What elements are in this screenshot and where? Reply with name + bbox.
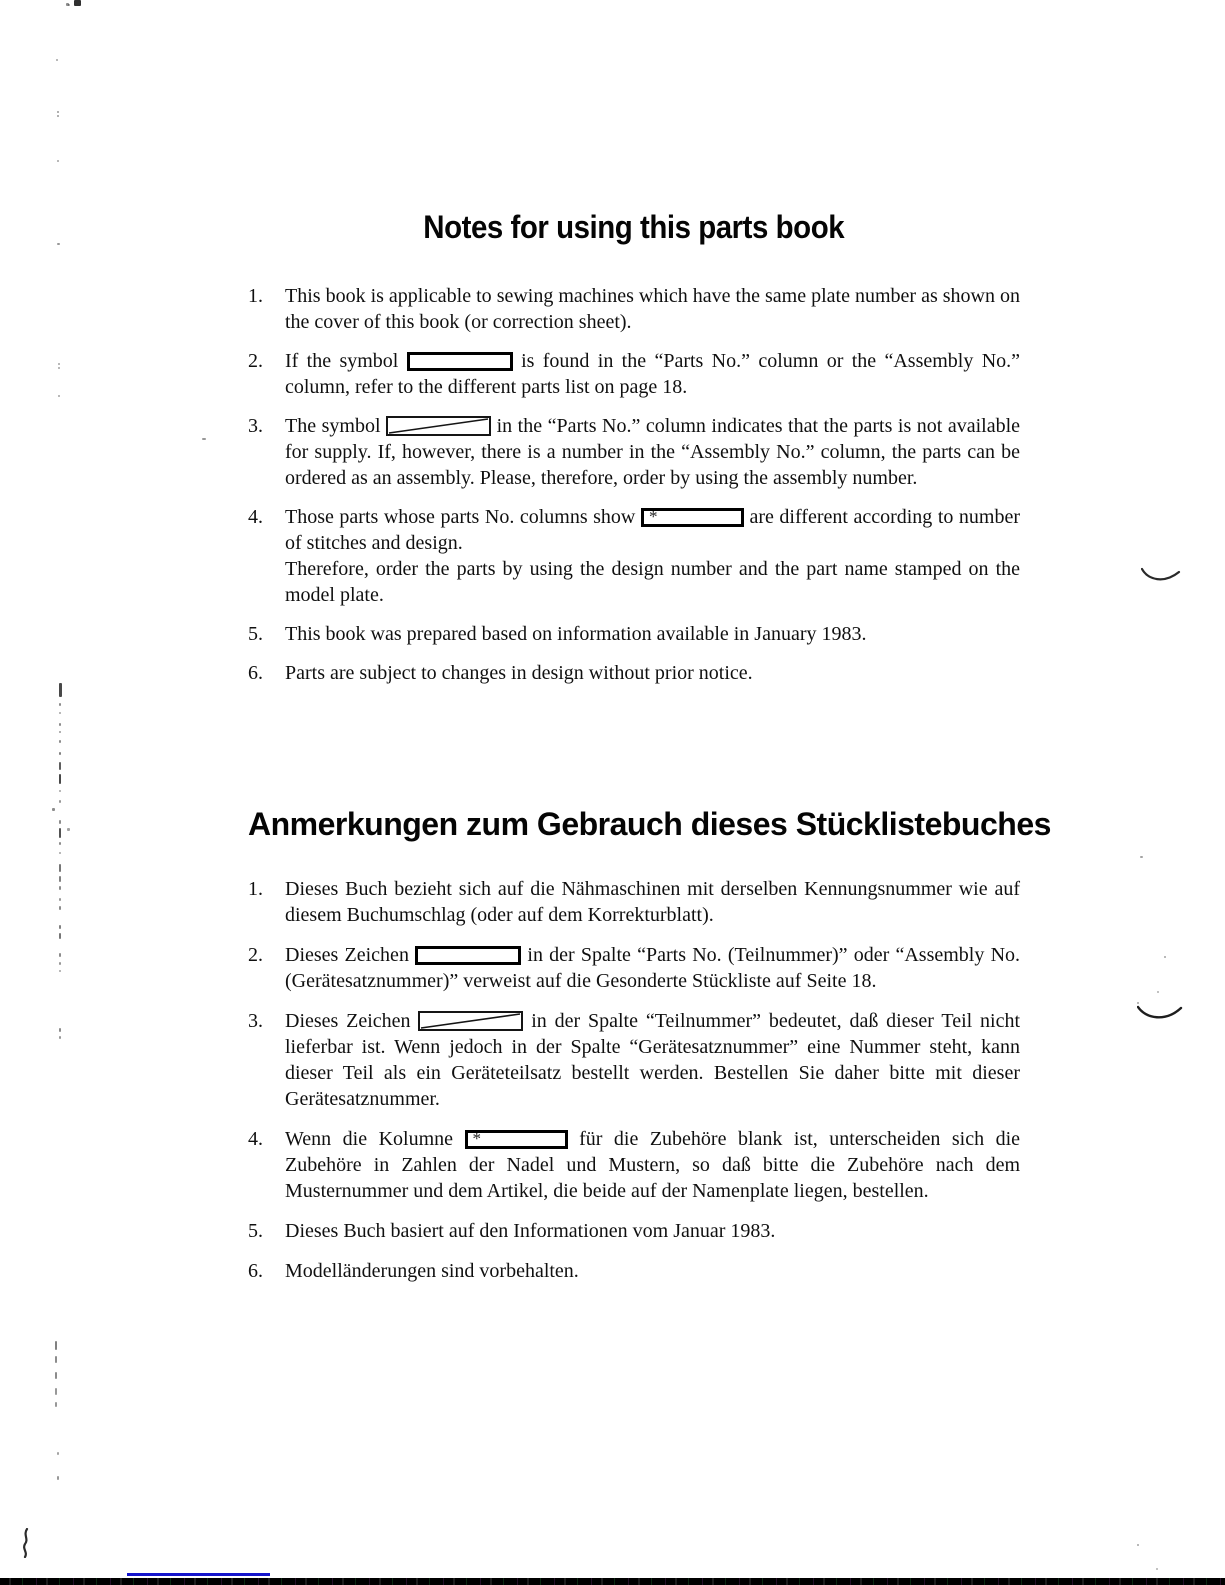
scan-speck [59, 898, 61, 901]
scan-speck [58, 363, 60, 365]
scan-speck [59, 970, 61, 972]
scan-speck [59, 740, 61, 743]
asterisk-glyph: * [472, 1129, 482, 1148]
scan-speck [55, 1388, 57, 1395]
note-number: 2. [248, 944, 263, 966]
scan-speck [1137, 1544, 1139, 1546]
note-number: 3. [248, 415, 263, 437]
note-number: 5. [248, 623, 263, 645]
scan-speck [59, 762, 61, 770]
scan-speck [59, 886, 61, 890]
asterisk-box-symbol [641, 508, 744, 527]
scan-speck [1164, 956, 1166, 958]
scan-speck [59, 828, 61, 838]
scan-speck [1157, 991, 1159, 993]
scan-speck [59, 731, 61, 733]
note-number: 1. [248, 285, 263, 307]
note-text: This book is applicable to sewing machines which have the same plate number as shown on the cover of this book (or correction sheet). [285, 285, 1020, 333]
scan-speck [59, 852, 61, 854]
scan-speck [59, 752, 61, 755]
not-available-box-symbol [418, 1011, 523, 1031]
note-item [248, 348, 1020, 400]
pen-arc-mark-top [1141, 565, 1181, 587]
scan-speck [59, 723, 61, 726]
scan-bottom-edge-artifact [0, 1578, 1225, 1585]
empty-box-symbol [407, 352, 513, 371]
note-item [248, 1218, 1020, 1244]
scan-speck [52, 808, 55, 811]
scan-speck [56, 59, 58, 61]
german-section-title [248, 806, 1051, 843]
scan-speck [57, 243, 60, 245]
scan-speck [59, 933, 61, 939]
note-text: The symbol in the “Parts No.” column indicates that the parts is not available for supply. If, however, there is a number in the “Assembly No.” column, the parts can be ordered as an assembly. Please, therefore, order by using the assembly number. [285, 415, 1021, 489]
scan-speck [67, 828, 70, 831]
scan-speck [57, 1452, 59, 1455]
note-number: 4. [248, 1128, 263, 1150]
note-item [248, 876, 1020, 928]
scan-speck [59, 953, 61, 957]
scan-speck [1140, 856, 1143, 858]
notes-list-english [248, 283, 1020, 686]
note-item [248, 942, 1020, 994]
empty-box-symbol [415, 946, 521, 965]
note-item [248, 660, 1020, 686]
note-text: Parts are subject to changes in design without prior notice. [285, 662, 753, 684]
scan-speck [57, 115, 59, 117]
not-available-box-symbol [386, 416, 491, 436]
blue-pen-underline [127, 1573, 270, 1576]
scan-speck [59, 906, 61, 910]
asterisk-glyph: * [648, 507, 658, 526]
note-text: Dieses Zeichen in der Spalte “Parts No. (Teilnummer)” oder “Assembly No. (Gerätesatznummer)” verweist auf die Gesonderte Stückliste auf Seite 18. [285, 944, 1021, 992]
scan-speck [59, 790, 61, 792]
scan-speck [57, 111, 59, 113]
scan-speck [59, 876, 61, 882]
pen-arc-mark-bottom [1137, 1001, 1183, 1024]
note-item [248, 621, 1020, 647]
scan-speck [59, 820, 61, 824]
scan-speck [1156, 1568, 1158, 1570]
asterisk-box-symbol [465, 1130, 568, 1149]
note-text: Modelländerungen sind vorbehalten. [285, 1260, 579, 1282]
notes-list-german [248, 876, 1020, 1284]
note-number: 3. [248, 1010, 263, 1032]
scan-speck [59, 683, 62, 697]
scan-speck [59, 962, 61, 965]
scan-speck [57, 160, 59, 162]
scan-speck [59, 712, 61, 714]
note-number: 6. [248, 662, 263, 684]
scan-speck [58, 395, 60, 397]
german-section-title-text: Anmerkungen zum Gebrauch dieses Stücklistebuches [248, 806, 1051, 842]
note-item [248, 504, 1020, 608]
scan-speck [59, 774, 61, 784]
scan-speck [59, 800, 61, 803]
note-number: 6. [248, 1260, 263, 1282]
note-item [248, 413, 1020, 491]
note-number: 2. [248, 350, 263, 372]
note-item [248, 1008, 1020, 1112]
scan-speck [59, 925, 61, 929]
scan-speck [55, 1372, 57, 1379]
scan-speck [202, 438, 206, 440]
scan-speck [1137, 1002, 1139, 1004]
scan-squiggle-mark [20, 1528, 32, 1558]
note-item [248, 1258, 1020, 1284]
scan-speck [55, 1402, 57, 1407]
english-section-title-text: Notes for using this parts book [423, 209, 845, 245]
note-number: 4. [248, 506, 263, 528]
scan-speck [74, 0, 81, 6]
scan-speck [55, 1341, 57, 1350]
note-text: Dieses Buch basiert auf den Informationen vom Januar 1983. [285, 1220, 776, 1242]
note-text: Dieses Zeichen in der Spalte “Teilnummer” bedeutet, daß dieser Teil nicht lieferbar ist. Wenn jedoch in der Spalte “Gerätesatznummer” eine Nummer steht, kann dieser Teil als ein Geräteteilsatz bestellt werden. Bestellen Sie daher bitte mit dieser Gerätesatznummer. [285, 1010, 1021, 1110]
scan-speck [55, 1356, 57, 1363]
scan-speck [57, 1476, 59, 1480]
note-item [248, 1126, 1020, 1204]
scan-speck [68, 4, 70, 6]
note-text: If the symbol is found in the “Parts No.” column or the “Assembly No.” column, refer to the different parts list on page 18. [285, 350, 1021, 398]
note-item [248, 283, 1020, 335]
scan-speck [59, 864, 61, 872]
note-text: Dieses Buch bezieht sich auf die Nähmaschinen mit derselben Kennungsnummer wie auf diesem Buchumschlag (oder auf dem Korrekturblatt). [285, 878, 1020, 926]
scan-speck [59, 1036, 61, 1039]
note-number: 1. [248, 878, 263, 900]
english-section-title [248, 209, 1020, 246]
scan-speck [59, 842, 61, 845]
note-number: 5. [248, 1220, 263, 1242]
note-text: Those parts whose parts No. columns show * are different according to number of stitches and design. Therefore, order the parts by using the design number and the part name stamped on the model plate. [285, 506, 1021, 606]
note-text: This book was prepared based on information available in January 1983. [285, 623, 867, 645]
note-text: Wenn die Kolumne * für die Zubehöre blank ist, unterscheiden sich die Zubehöre in Zahlen der Nadel und Mustern, so daß bitte die Zubehöre nach dem Musternummer und dem Artikel, die beide auf der Namenplate liegen, bestellen. [285, 1128, 1021, 1202]
scan-speck [59, 1028, 61, 1032]
scan-speck [59, 703, 61, 706]
scan-speck [58, 367, 60, 369]
